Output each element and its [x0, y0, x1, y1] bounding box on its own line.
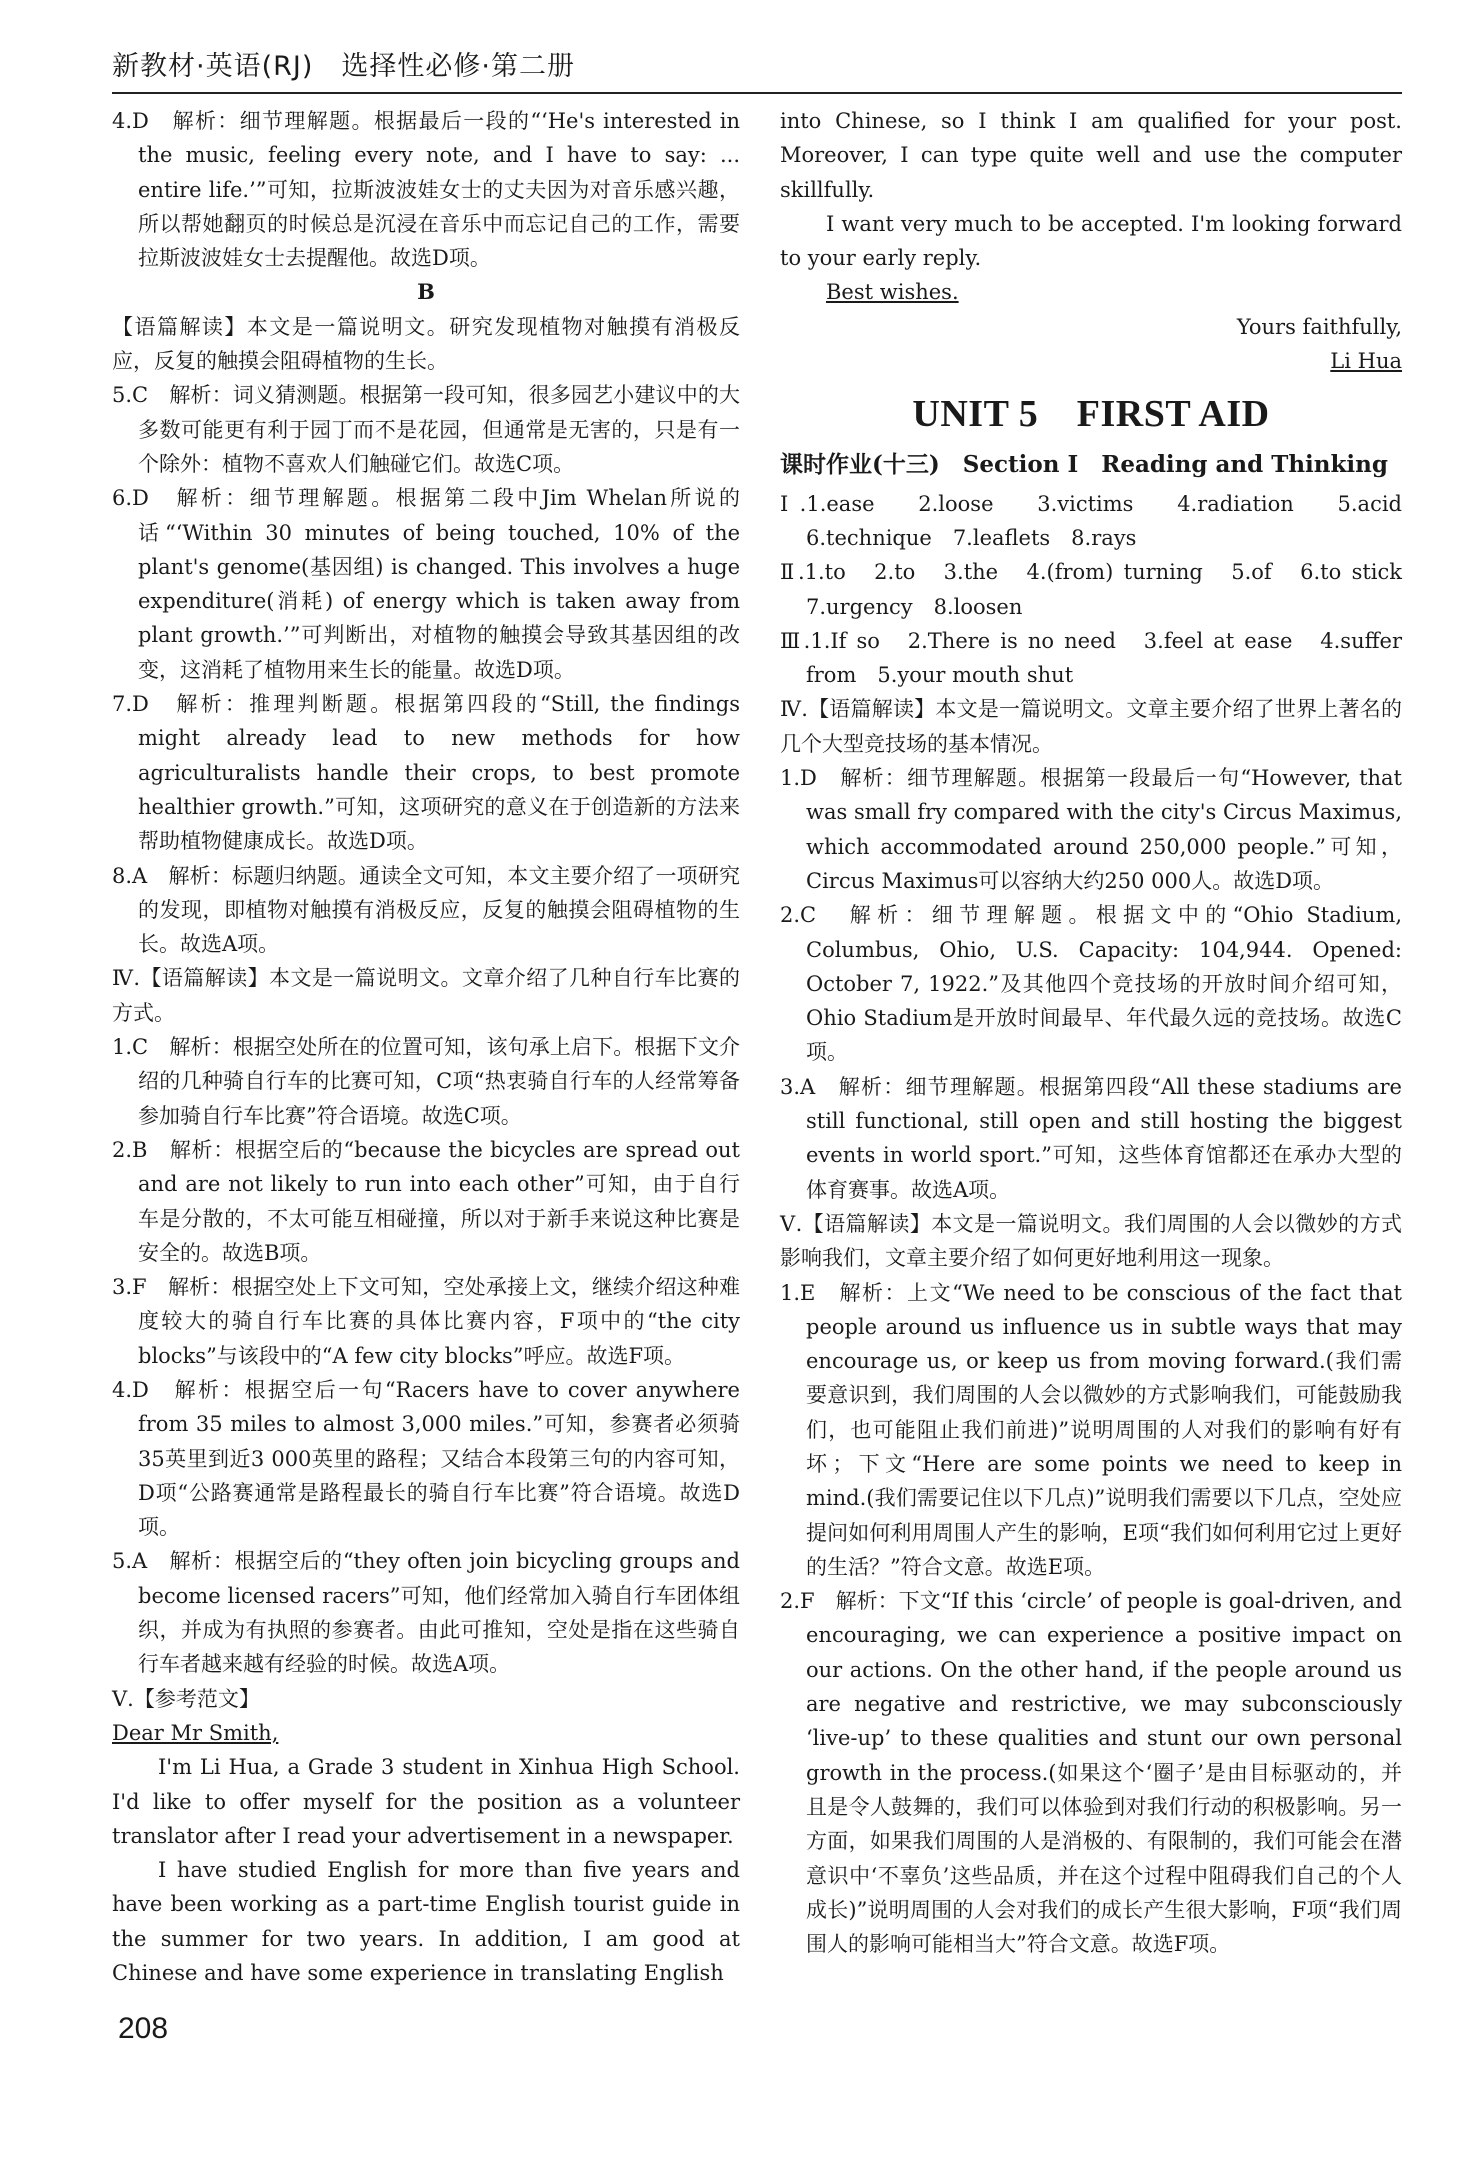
letter-signature: Li Hua: [1330, 349, 1402, 374]
unit-title: UNIT 5 FIRST AID: [912, 393, 1270, 436]
answer-iv-5a: 5.A 解析：根据空后的“they often join bicycling groups and become licensed racers”可知，他们经常加入骑自行车团体组织，并成为有执照的参赛者。由此可推知，空处是指在这些骑自行车者越来越有经验的时候。故选A项。: [112, 1549, 740, 1677]
section-b-label: B: [417, 279, 435, 305]
exercise-ii-answers: Ⅱ.1.to 2.to 3.the 4.(from) turning 5.of 6.to stick 7.urgency 8.loosen: [780, 560, 1423, 619]
letter-salutation: Dear Mr Smith,: [112, 1720, 279, 1745]
right-column: [780, 104, 1423, 1961]
answer-iv-4d: 4.D 解析：根据空后一句“Racers have to cover anywhere from 35 miles to almost 3,000 miles.”可知，参赛者必须骑35英里到近3 000英里的路程；又结合本段第三句的内容可知，D项“公路赛通常是路程最长的骑自行车比赛”符合语境。故选D项。: [112, 1377, 740, 1540]
answer-iv-3f: 3.F 解析：根据空处上下文可知，空处承接上文，继续介绍这种难度较大的骑自行车比赛的具体比赛内容，F项中的“the city blocks”与该段中的“A few city blocks”呼应。故选F项。: [112, 1275, 740, 1368]
passage-summary-iv: Ⅳ.【语篇解读】本文是一篇说明文。文章介绍了几种自行车比赛的方式。: [112, 966, 740, 1025]
answer-iv-2b: 2.B 解析：根据空后的“because the bicycles are spread out and are not likely to run into each other”可知，由于自行车是分散的，不太可能互相碰撞，所以对于新手来说这种比赛是安全的。故选B项。: [112, 1137, 740, 1265]
exercise-i-answers: Ⅰ.1.ease 2.loose 3.victims 4.radiation 5.acid 6.technique 7.leaflets 8.rays: [780, 491, 1423, 550]
answer-iv-1c: 1.C 解析：根据空处所在的位置可知，该句承上启下。根据下文介绍的几种骑自行车的比赛可知，C项“热衷骑自行车的人经常筹备参加骑自行车比赛”符合语境。故选C项。: [112, 1035, 740, 1128]
section-title: 课时作业(十三) Section Ⅰ Reading and Thinking: [780, 451, 1388, 479]
header-rule: [112, 92, 1402, 94]
answer-r-3a: 3.A 解析：细节理解题。根据第四段“All these stadiums are still functional, still open and still hosting the biggest events in world sport.”可知，这些体育馆都还在承办大型的体育赛事。故选A项。: [780, 1074, 1402, 1202]
letter-paragraph-1: I'm Li Hua, a Grade 3 student in Xinhua High School. I'd like to offer myself for the position as a volunteer translator after I read your advertisement in a newspaper.: [112, 1755, 740, 1848]
sample-essay-heading: Ⅴ.【参考范文】: [112, 1686, 260, 1711]
answer-v-2f: 2.F 解析：下文“If this ‘circle’ of people is goal-driven, and encouraging, we can experience a positive impact on our actions. On the other hand, if the people around us are negative and restrictive, we may subconsciously ‘live-up’ to these qualities and stunt our own personal growth in the process.(如果这个‘圈子’是由目标驱动的，并且是令人鼓舞的，我们可以体验到对我们行动的积极影响。另一方面，如果我们周围的人是消极的、有限制的，我们可能会在潜意识中‘不辜负’这些品质，并在这个过程中阻碍我们自己的个人成长)”说明周围的人会对我们的成长产生很大影响，F项“我们周围人的影响可能相当大”符合文意。故选F项。: [780, 1589, 1402, 1957]
exercise-iii-answers: Ⅲ.1.If so 2.There is no need 3.feel at ease 4.suffer from 5.your mouth shut: [780, 628, 1402, 688]
page-header: 新教材·英语(RJ) 选择性必修·第二册: [112, 51, 575, 82]
answer-v-1e: 1.E 解析：上文“We need to be conscious of the fact that people around us influence us in subtle ways that may encourage us, or keep us from moving forward.(我们需要意识到，我们周围的人会以微妙的方式影响我们，可能鼓励我们，也可能阻止我们前进)”说明周围的人对我们的影响有好有坏；下文“Here are some points we need to keep in mind.(我们需要记住以下几点)”说明我们需要以下几点，空处应提问如何利用周围人产生的影响，E项“我们如何利用它过上更好的生活？”符合文意。故选E项。: [780, 1280, 1402, 1579]
letter-paragraph-3: I want very much to be accepted. I'm looking forward to your early reply.: [780, 211, 1402, 271]
left-column: [112, 104, 740, 1990]
answer-r-2c: 2.C 解析：细节理解题。根据文中的“Ohio Stadium, Columbus, Ohio, U.S. Capacity: 104,944. Opened: October 7, 1922.”及其他四个竞技场的开放时间介绍可知，Ohio Stadium是开放时间最早、年代最久远的竞技场。故选C项。: [780, 903, 1402, 1065]
letter-paragraph-2: I have studied English for more than five years and have been working as a part-time English tourist guide in the summer for two years. In addition, I am good at Chinese and have some experience in translating English: [112, 1858, 740, 1986]
answer-7d: 7.D 解析：推理判断题。根据第四段的“Still, the findings might already lead to new methods for how agriculturalists handle their crops, to best promote healthier growth.”可知，这项研究的意义在于创造新的方法来帮助植物健康成长。故选D项。: [112, 692, 740, 854]
passage-summary-b: 【语篇解读】本文是一篇说明文。研究发现植物对触摸有消极反应，反复的触摸会阻碍植物的生长。: [112, 314, 740, 374]
answer-5c: 5.C 解析：词义猜测题。根据第一段可知，很多园艺小建议中的大多数可能更有利于园丁而不是花园，但通常是无害的，只是有一个除外：植物不喜欢人们触碰它们。故选C项。: [112, 383, 740, 476]
answer-8a: 8.A 解析：标题归纳题。通读全文可知，本文主要介绍了一项研究的发现，即植物对触摸有消极反应，反复的触摸会阻碍植物的生长。故选A项。: [112, 863, 740, 957]
letter-closing: Best wishes.: [826, 280, 959, 305]
answer-4d: 4.D 解析：细节理解题。根据最后一段的“‘He's interested in the music, feeling every note, and I have to say: ... entire life.’”可知，拉斯波波娃女士的丈夫因为对音乐感兴趣，所以帮她翻页的时候总是沉浸在音乐中而忘记自己的工作，需要拉斯波波娃女士去提醒他。故选D项。: [112, 109, 740, 271]
letter-signoff: Yours faithfully,: [1236, 314, 1402, 339]
passage-summary-v: Ⅴ.【语篇解读】本文是一篇说明文。我们周围的人会以微妙的方式影响我们，文章主要介绍了如何更好地利用这一现象。: [780, 1211, 1402, 1271]
answer-6d: 6.D 解析：细节理解题。根据第二段中Jim Whelan所说的话“‘Within 30 minutes of being touched, 10% of the plant's genome(基因组) is changed. This involves a huge expenditure(消耗) of energy which is taken away from plant growth.’”可判断出，对植物的触摸会导致其基因组的改变，这消耗了植物用来生长的能量。故选D项。: [112, 486, 740, 682]
page-number: 208: [118, 2012, 169, 2045]
answer-r-1d: 1.D 解析：细节理解题。根据第一段最后一句“However, that was small fry compared with the city's Circus Maximus, which accommodated around 250,000 people.”可知，Circus Maximus可以容纳大约250 000人。故选D项。: [780, 766, 1402, 893]
passage-summary-iv-right: Ⅳ.【语篇解读】本文是一篇说明文。文章主要介绍了世界上著名的几个大型竞技场的基本情况。: [780, 697, 1402, 756]
letter-paragraph-2-continued: into Chinese, so I think I am qualified for your post. Moreover, I can type quite well and use the computer skillfully.: [780, 109, 1402, 202]
